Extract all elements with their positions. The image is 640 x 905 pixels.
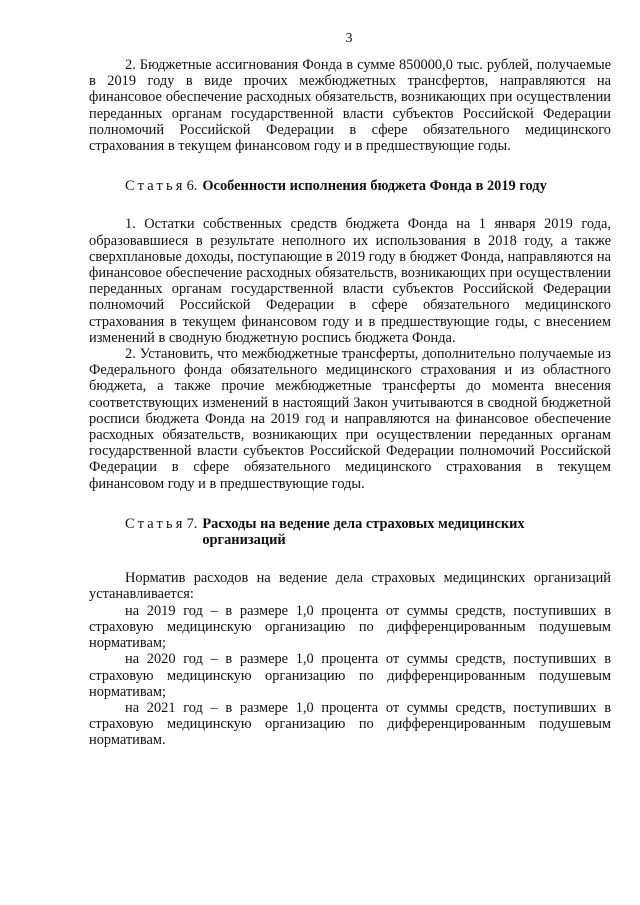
document-page	[89, 30, 611, 890]
article-6-title: Особенности исполнения бюджета Фонда в 2019 году	[202, 178, 547, 195]
article-7-title-line-2: организаций	[202, 532, 286, 549]
article-7-item-2019: на 2019 год – в размере 1,0 процента от суммы средств, поступивших в страховую медицинскую организацию по дифференцированным подушевым нормативам;	[89, 602, 611, 652]
article-6-heading	[125, 178, 611, 194]
article-6-paragraph-1: 1. Остатки собственных средств бюджета Фонда на 1 января 2019 года, образовавшиеся в результате неполного их использования в 2018 году, а также сверхплановые доходы, поступающие в 2019 году в бюджет Фонда, направляются на финансовое обеспечение расходных обязательств, возникающих при осуществлении переданных органам государственной власти субъектов Российской Федерации полномочий Российской Федерации в сфере обязательного медицинского страхования в текущем финансовом году и в предшествующие годы, с внесением изменений в сводную бюджетную роспись бюджета Фонда.	[89, 216, 611, 346]
article-6-paragraph-2: 2. Установить, что межбюджетные трансферты, дополнительно получаемые из Федерального фонда обязательного медицинского страхования и из областного бюджета, а также прочие межбюджетные трансферты до момента внесения соответствующих изменений в настоящий Закон учитываются в сводной бюджетной росписи бюджета Фонда на 2019 год и направляются на финансовое обеспечение расходных обязательств, возникающих при осуществлении переданных органам государственной власти субъектов Российской Федерации полномочий Российской Федерации в сфере обязательного медицинского страхования в текущем финансовом году и в предшествующие годы.	[89, 346, 611, 492]
article-6-word: Статья	[125, 178, 186, 195]
page-number: 3	[345, 31, 353, 46]
article-7-title-line-1: Расходы на ведение дела страховых медицинских	[202, 515, 525, 532]
article-7-intro: Норматив расходов на ведение дела страховых медицинских организаций устанавливается:	[89, 570, 611, 603]
budget-allocation-paragraph: 2. Бюджетные ассигнования Фонда в сумме 850000,0 тыс. рублей, получаемые в 2019 году в виде прочих межбюджетных трансфертов, направляются на финансовое обеспечение расходных обязательств, возникающих при осуществлении переданных органам государственной власти субъектов Российской Федерации полномочий Российской Федерации в сфере обязательного медицинского страхования в текущем финансовом году и в предшествующие годы.	[89, 57, 611, 155]
article-7-word: Статья	[125, 515, 186, 532]
article-6-number: 6.	[186, 178, 198, 195]
article-7-heading	[125, 516, 611, 548]
article-7-number: 7.	[186, 515, 198, 532]
article-7-item-2020: на 2020 год – в размере 1,0 процента от суммы средств, поступивших в страховую медицинскую организацию по дифференцированным подушевым нормативам;	[89, 651, 611, 700]
article-7-item-2021: на 2021 год – в размере 1,0 процента от суммы средств, поступивших в страховую медицинскую организацию по дифференцированным подушевым нормативам.	[89, 699, 611, 749]
article-7-title	[202, 516, 524, 548]
